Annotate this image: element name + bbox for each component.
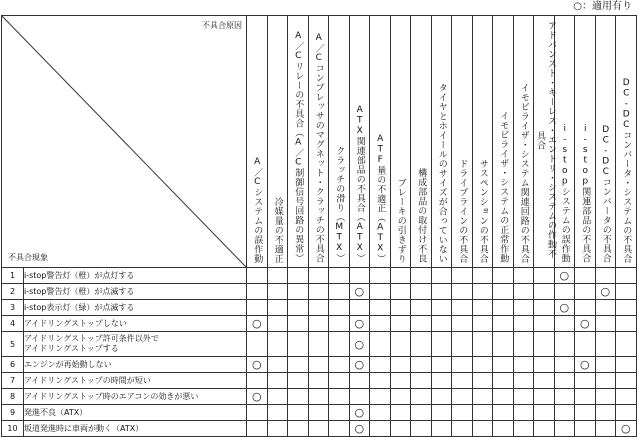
matrix-cell [431, 268, 452, 284]
matrix-cell [247, 405, 268, 421]
applicable-mark: ○ [559, 301, 570, 314]
matrix-cell [575, 316, 596, 332]
cause-label: 構成部品の取付け不良 [416, 168, 427, 263]
matrix-cell [370, 389, 391, 405]
phenomenon-row [2, 316, 637, 332]
matrix-cell [616, 421, 637, 437]
matrix-cell [390, 357, 411, 373]
matrix-cell [288, 300, 309, 316]
matrix-cell [411, 389, 432, 405]
matrix-cell [595, 373, 616, 389]
matrix-cell [595, 284, 616, 300]
matrix-cell [575, 300, 596, 316]
matrix-cell [329, 300, 350, 316]
matrix-cell [472, 332, 493, 357]
phenomenon-row [2, 332, 637, 357]
matrix-cell [411, 405, 432, 421]
matrix-cell [472, 373, 493, 389]
applicable-mark: ○ [620, 422, 631, 435]
phenomenon-text: アイドリングストップ許可条件以外で アイドリングストップする [24, 332, 247, 357]
matrix-cell [493, 300, 514, 316]
matrix-cell [370, 316, 391, 332]
phenomenon-text: i-stop警告灯（橙）が点滅する [24, 284, 247, 300]
matrix-cell [247, 373, 268, 389]
matrix-cell [493, 421, 514, 437]
matrix-cell [595, 300, 616, 316]
cause-column-header [575, 16, 596, 268]
matrix-cell [452, 405, 473, 421]
phenomenon-text: 坂道発進時に車両が動く（ATX） [24, 421, 247, 437]
matrix-cell [370, 421, 391, 437]
matrix-cell [431, 421, 452, 437]
matrix-cell [370, 373, 391, 389]
matrix-body [2, 268, 637, 437]
matrix-cell [575, 357, 596, 373]
matrix-cell [349, 405, 370, 421]
matrix-cell [411, 284, 432, 300]
matrix-cell [595, 405, 616, 421]
matrix-cell [431, 357, 452, 373]
cause-column-header [247, 16, 268, 268]
matrix-cell [575, 389, 596, 405]
cause-label: イモビライザ・システム関連回路の不具合 [518, 82, 529, 263]
matrix-cell [554, 357, 575, 373]
phenomenon-row [2, 268, 637, 284]
matrix-cell [349, 389, 370, 405]
matrix-cell [411, 332, 432, 357]
matrix-cell [267, 332, 288, 357]
matrix-cell [329, 332, 350, 357]
matrix-cell [595, 268, 616, 284]
matrix-cell [575, 332, 596, 357]
matrix-cell [616, 357, 637, 373]
matrix-cell [554, 332, 575, 357]
matrix-cell [616, 332, 637, 357]
cause-phenomenon-matrix [1, 15, 637, 437]
matrix-cell [493, 316, 514, 332]
matrix-cell [329, 421, 350, 437]
phenomenon-row [2, 389, 637, 405]
cause-column-header [534, 16, 555, 268]
matrix-cell [349, 357, 370, 373]
matrix-cell [288, 284, 309, 300]
applicable-mark: ○ [559, 269, 570, 282]
cause-column-header [493, 16, 514, 268]
matrix-cell [349, 421, 370, 437]
phenomenon-row [2, 284, 637, 300]
matrix-cell [411, 316, 432, 332]
cause-label: DC-DCコンバータ・システムの不具合 [621, 77, 632, 263]
cause-label: i-stopシステムの誤作動 [559, 124, 570, 263]
matrix-cell [493, 357, 514, 373]
matrix-cell [534, 332, 555, 357]
applicable-mark: ○ [354, 317, 365, 330]
matrix-cell [534, 316, 555, 332]
matrix-cell [370, 300, 391, 316]
matrix-cell [452, 300, 473, 316]
matrix-cell [452, 421, 473, 437]
matrix-cell [390, 421, 411, 437]
matrix-cell [452, 389, 473, 405]
row-number: 3 [2, 300, 24, 316]
matrix-cell [288, 357, 309, 373]
matrix-cell [513, 421, 534, 437]
matrix-cell [616, 284, 637, 300]
matrix-cell [349, 373, 370, 389]
phenomenon-row [2, 405, 637, 421]
cause-label: 冷媒量の不適正 [272, 196, 283, 263]
row-number: 9 [2, 405, 24, 421]
matrix-cell [616, 373, 637, 389]
matrix-cell [308, 357, 329, 373]
diagonal-divider [2, 16, 246, 267]
phenomenon-text: アイドリングストップしない [24, 316, 247, 332]
matrix-cell [554, 421, 575, 437]
matrix-cell [554, 284, 575, 300]
cause-label: i-stop関連部品の不具合 [580, 124, 591, 263]
matrix-cell [370, 268, 391, 284]
cause-column-header [513, 16, 534, 268]
matrix-cell [431, 316, 452, 332]
phenomenon-text: i-stop表示灯（緑）が点滅する [24, 300, 247, 316]
phenomenon-text: アイドリングストップ時のエアコンの効きが悪い [24, 389, 247, 405]
cause-label: ATX関連部品の不具合（ATX） [354, 105, 365, 263]
matrix-cell [575, 284, 596, 300]
matrix-cell [513, 405, 534, 421]
matrix-cell [513, 332, 534, 357]
matrix-cell [431, 332, 452, 357]
phenomena-axis-label: 不具合現象 [8, 253, 48, 262]
matrix-cell [308, 421, 329, 437]
matrix-cell [288, 405, 309, 421]
phenomenon-row [2, 300, 637, 316]
matrix-cell [616, 316, 637, 332]
phenomenon-text: エンジンが再始動しない [24, 357, 247, 373]
matrix-cell [472, 389, 493, 405]
matrix-cell [247, 357, 268, 373]
legend: ○：適用有り [573, 1, 632, 12]
matrix-cell [513, 316, 534, 332]
matrix-cell [349, 268, 370, 284]
matrix-cell [513, 268, 534, 284]
cause-column-header [267, 16, 288, 268]
matrix-cell [288, 421, 309, 437]
matrix-cell [267, 373, 288, 389]
matrix-cell [431, 373, 452, 389]
matrix-cell [534, 389, 555, 405]
matrix-cell [513, 373, 534, 389]
matrix-cell [390, 405, 411, 421]
applicable-mark: ○ [354, 406, 365, 419]
matrix-cell [575, 421, 596, 437]
matrix-cell [267, 268, 288, 284]
matrix-cell [431, 405, 452, 421]
cause-column-header [308, 16, 329, 268]
matrix-cell [370, 405, 391, 421]
cause-column-header [349, 16, 370, 268]
matrix-cell [247, 316, 268, 332]
matrix-cell [431, 389, 452, 405]
matrix-cell [288, 316, 309, 332]
matrix-cell [493, 373, 514, 389]
matrix-cell [534, 357, 555, 373]
matrix-cell [411, 300, 432, 316]
matrix-cell [534, 284, 555, 300]
matrix-cell [452, 316, 473, 332]
matrix-cell [390, 284, 411, 300]
row-number: 2 [2, 284, 24, 300]
matrix-cell [308, 316, 329, 332]
cause-label: A／Cリレーの不具合（A／C制御信号回路の異常） [293, 31, 304, 263]
matrix-cell [370, 332, 391, 357]
applicable-mark: ○ [251, 358, 262, 371]
matrix-cell [288, 373, 309, 389]
phenomenon-row [2, 421, 637, 437]
matrix-cell [411, 421, 432, 437]
matrix-cell [288, 268, 309, 284]
matrix-cell [595, 421, 616, 437]
cause-column-header [390, 16, 411, 268]
cause-label: ブレーキの引きずり [395, 177, 406, 263]
cause-column-header [431, 16, 452, 268]
applicable-mark: ○ [354, 358, 365, 371]
matrix-cell [349, 332, 370, 357]
matrix-cell [247, 332, 268, 357]
cause-column-header [370, 16, 391, 268]
cause-label: イモビライザ・システムの正常作動 [498, 111, 509, 263]
matrix-cell [329, 316, 350, 332]
matrix-cell [595, 316, 616, 332]
matrix-cell [411, 268, 432, 284]
phenomenon-text: アイドリングストップの時間が短い [24, 373, 247, 389]
matrix-cell [411, 373, 432, 389]
phenomenon-row [2, 373, 637, 389]
row-number: 1 [2, 268, 24, 284]
row-number: 6 [2, 357, 24, 373]
matrix-cell [329, 389, 350, 405]
matrix-cell [452, 268, 473, 284]
matrix-cell [390, 268, 411, 284]
matrix-cell [595, 332, 616, 357]
matrix-cell [493, 268, 514, 284]
applicable-mark: ○ [354, 285, 365, 298]
matrix-cell [308, 284, 329, 300]
matrix-cell [431, 284, 452, 300]
matrix-cell [575, 405, 596, 421]
applicable-mark: ○ [354, 337, 365, 351]
matrix-cell [247, 268, 268, 284]
matrix-cell [370, 284, 391, 300]
matrix-cell [267, 421, 288, 437]
matrix-cell [452, 373, 473, 389]
matrix-cell [534, 300, 555, 316]
matrix-cell [493, 332, 514, 357]
matrix-cell [390, 389, 411, 405]
matrix-cell [329, 268, 350, 284]
matrix-cell [472, 405, 493, 421]
row-number: 8 [2, 389, 24, 405]
cause-column-header [616, 16, 637, 268]
matrix-cell [308, 268, 329, 284]
matrix-cell [472, 300, 493, 316]
corner-cell [2, 16, 247, 268]
matrix-cell [493, 284, 514, 300]
matrix-cell [616, 405, 637, 421]
cause-label: A／Cシステムの誤作動 [252, 156, 263, 263]
cause-label: サスペンションの不具合 [477, 158, 488, 263]
matrix-cell [534, 373, 555, 389]
cause-column-header [288, 16, 309, 268]
matrix-cell [349, 284, 370, 300]
cause-column-header [554, 16, 575, 268]
matrix-cell [513, 300, 534, 316]
matrix-cell [308, 332, 329, 357]
matrix-cell [534, 421, 555, 437]
applicable-mark: ○ [579, 358, 590, 371]
matrix-cell [329, 373, 350, 389]
applicable-mark: ○ [600, 285, 611, 298]
applicable-mark: ○ [251, 317, 262, 330]
matrix-cell [452, 357, 473, 373]
cause-column-header [472, 16, 493, 268]
matrix-cell [513, 357, 534, 373]
header-row [2, 16, 637, 268]
applicable-mark: ○ [354, 422, 365, 435]
matrix-cell [390, 373, 411, 389]
matrix-cell [247, 389, 268, 405]
matrix-cell [493, 389, 514, 405]
matrix-cell [247, 300, 268, 316]
matrix-cell [595, 389, 616, 405]
matrix-cell [616, 300, 637, 316]
cause-label: ドライブラインの不具合 [457, 158, 468, 263]
matrix-cell [329, 284, 350, 300]
matrix-cell [329, 405, 350, 421]
matrix-cell [554, 389, 575, 405]
matrix-cell [349, 300, 370, 316]
cause-label: クラッチの滑り（MTX） [334, 146, 345, 263]
cause-label: ATF量の不適正（ATX） [375, 133, 386, 263]
matrix-cell [411, 357, 432, 373]
row-number: 4 [2, 316, 24, 332]
matrix-cell [267, 357, 288, 373]
cause-label: アドバンスト・キーレス・エントリ・システムの作動不具合 [535, 21, 556, 259]
phenomenon-row [2, 357, 637, 373]
matrix-cell [554, 300, 575, 316]
matrix-cell [329, 357, 350, 373]
causes-axis-label: 不具合原因 [202, 21, 242, 30]
matrix-cell [308, 405, 329, 421]
applicable-mark: ○ [579, 317, 590, 330]
matrix-cell [554, 268, 575, 284]
matrix-cell [308, 389, 329, 405]
phenomenon-text: i-stop警告灯（橙）が点灯する [24, 268, 247, 284]
matrix-cell [390, 316, 411, 332]
matrix-cell [554, 405, 575, 421]
cause-label: A／Cコンプレッサのマグネット・クラッチの不具合 [313, 33, 324, 263]
matrix-cell [370, 357, 391, 373]
matrix-cell [513, 284, 534, 300]
matrix-cell [247, 421, 268, 437]
matrix-cell [390, 332, 411, 357]
cause-label: DC-DCコンバータの不具合 [600, 125, 611, 263]
matrix-cell [288, 332, 309, 357]
matrix-cell [554, 316, 575, 332]
matrix-cell [575, 373, 596, 389]
matrix-cell [308, 300, 329, 316]
matrix-cell [267, 405, 288, 421]
matrix-cell [493, 405, 514, 421]
matrix-cell [472, 316, 493, 332]
matrix-cell [267, 300, 288, 316]
matrix-cell [472, 284, 493, 300]
matrix-cell [472, 421, 493, 437]
matrix-cell [452, 284, 473, 300]
matrix-cell [534, 405, 555, 421]
matrix-cell [267, 389, 288, 405]
matrix-cell [595, 357, 616, 373]
matrix-cell [308, 373, 329, 389]
cause-column-header [411, 16, 432, 268]
matrix-cell [575, 268, 596, 284]
row-number: 10 [2, 421, 24, 437]
matrix-cell [267, 284, 288, 300]
matrix-cell [247, 284, 268, 300]
matrix-cell [288, 389, 309, 405]
matrix-cell [390, 300, 411, 316]
row-number: 7 [2, 373, 24, 389]
matrix-cell [513, 389, 534, 405]
matrix-cell [267, 316, 288, 332]
matrix-cell [616, 389, 637, 405]
row-number: 5 [2, 332, 24, 357]
matrix-cell [472, 268, 493, 284]
cause-column-header [329, 16, 350, 268]
cause-column-header [452, 16, 473, 268]
applicable-mark: ○ [251, 390, 262, 403]
matrix-cell [534, 268, 555, 284]
matrix-cell [554, 373, 575, 389]
cause-label: タイヤとホイールのサイズが合っていない [436, 82, 447, 263]
phenomenon-text: 発進不良（ATX） [24, 405, 247, 421]
matrix-cell [472, 357, 493, 373]
matrix-cell [452, 332, 473, 357]
cause-column-header [595, 16, 616, 268]
matrix-cell [616, 268, 637, 284]
matrix-cell [349, 316, 370, 332]
matrix-cell [431, 300, 452, 316]
